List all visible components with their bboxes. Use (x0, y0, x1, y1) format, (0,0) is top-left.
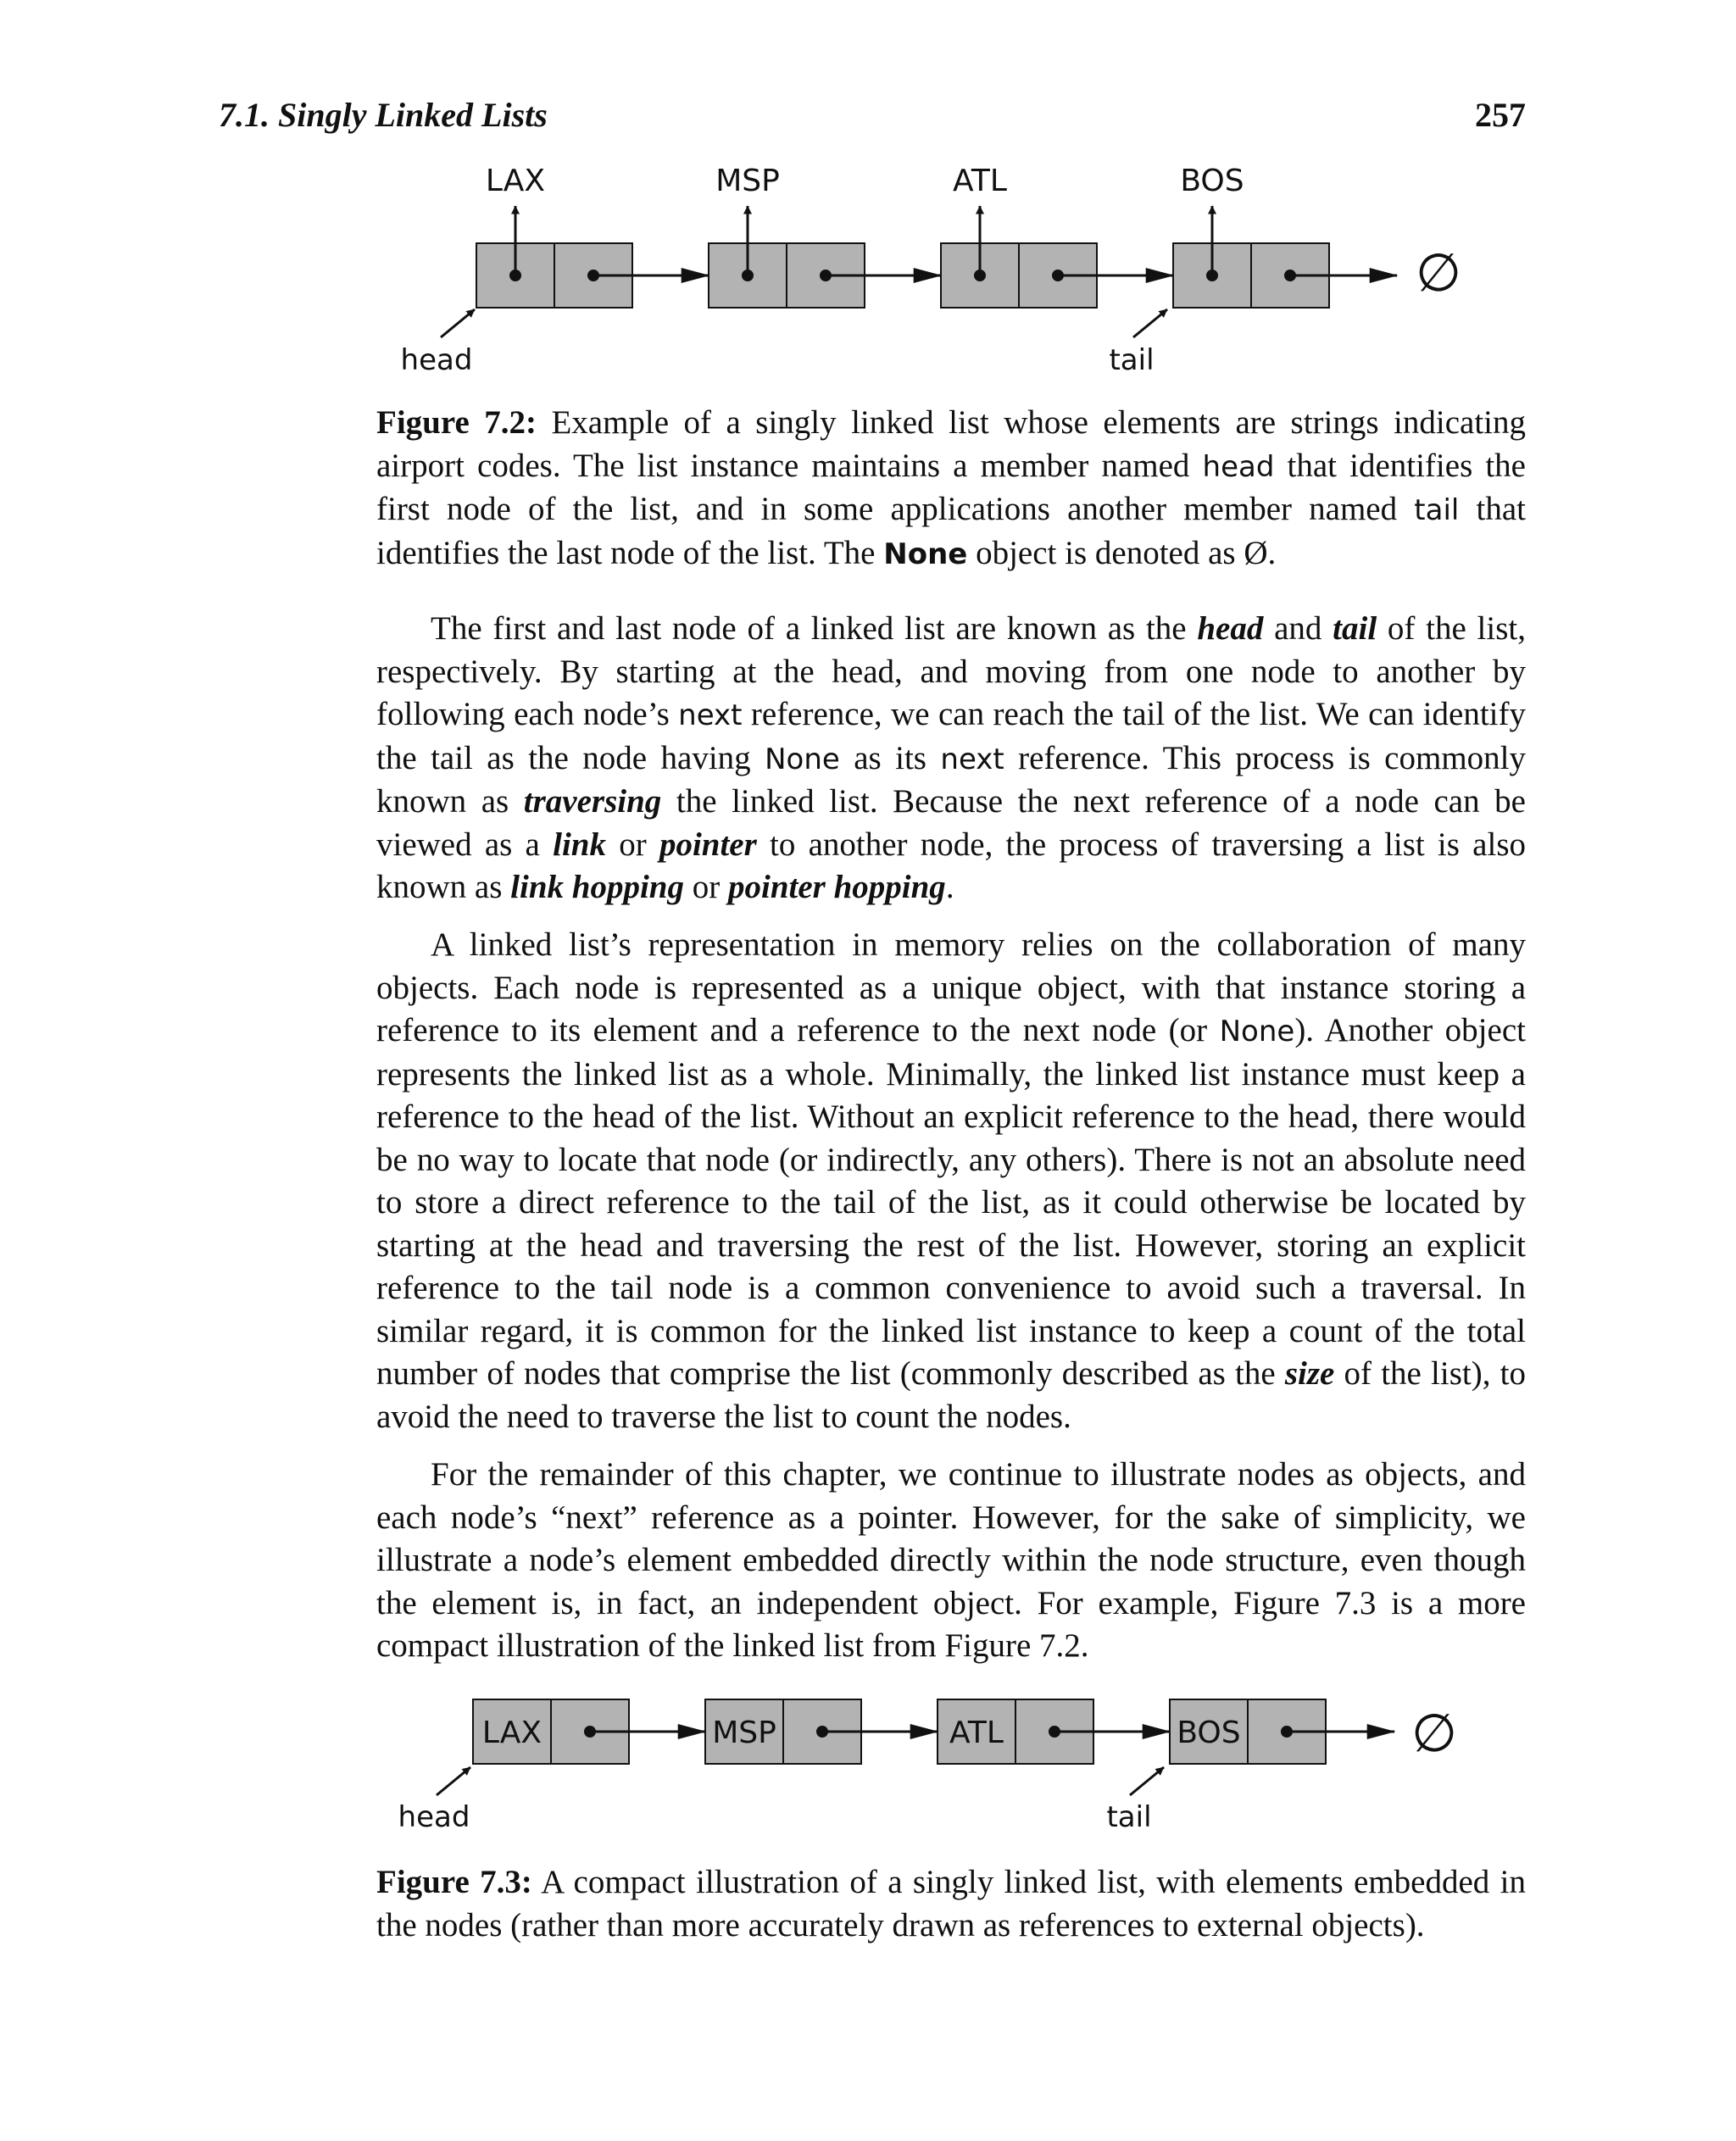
code-term: None (765, 742, 840, 776)
tail-label: tail (1109, 343, 1155, 377)
text: ). Another object represents the linked list as a whole. Minimally, the linked list instance must keep a reference to the head of the list. Without an explicit reference to the head, there would be no way to locate that node (or indirectly, any others). There is not an absolute need to store a direct reference to the tail of the list, as it could otherwise be located by starting at the head and traversing the rest of the list. However, storing an explicit reference to the tail node is a common convenience to avoid such a traversal. In similar regard, it is common for the linked list instance to keep a count of the total number of nodes that comprise the list (commonly described as the (376, 1012, 1526, 1392)
list-node (1170, 1699, 1394, 1764)
term: traversing (523, 783, 662, 820)
term: head (1197, 610, 1264, 647)
text: A linked list’s representation in memory relies on the collaboration of many objects. Each node is represented as a unique object, with that instance storing a reference to its element and a reference to the next node (or (376, 926, 1526, 1048)
page-number: 257 (1475, 96, 1526, 134)
head-label: head (400, 343, 473, 377)
list-node (709, 164, 941, 308)
term: pointer (659, 826, 757, 863)
running-head (219, 95, 1526, 146)
text: as its (839, 739, 941, 776)
none-symbol: ∅ (1410, 1702, 1458, 1764)
text: . (945, 869, 954, 905)
text: and (1263, 610, 1333, 647)
element-label: LAX (481, 1716, 542, 1750)
list-node (476, 164, 709, 308)
figure-7-2-diagram (0, 153, 1736, 381)
term: tail (1333, 610, 1377, 647)
list-node (938, 1699, 1170, 1764)
element-label: MSP (712, 1716, 776, 1750)
paragraph-remainder: For the remainder of this chapter, we continue to illustrate nodes as objects, and each node’s “next” reference as a pointer. However, for the sake of simplicity, we illustrate a node’s element embedded directly within the node structure, even though the element is, in fact, an independent object. For example, Figure 7.3 is a more compact illustration of the linked list from Figure 7.2. (376, 1456, 1526, 1664)
text: of the list), to avoid the need to traverse the list to count the nodes. (376, 1355, 1526, 1435)
term: link hopping (510, 869, 684, 905)
text: the linked list. Because the next reference of a node can be viewed as a (376, 783, 1526, 863)
code-term: next (678, 698, 743, 732)
code-term: head (1202, 449, 1275, 484)
none-symbol: ∅ (1415, 242, 1462, 303)
element-label: BOS (1177, 1716, 1241, 1750)
figure-7-3-caption (376, 1861, 1526, 1947)
caption-label: Figure 7.3: (376, 1864, 532, 1900)
tail-pointer-arrow (1133, 309, 1167, 337)
term: size (1284, 1355, 1335, 1392)
tail-label: tail (1106, 1800, 1152, 1834)
text: of the list, respectively. By starting at the head, and moving from one node to another by following each node’s (376, 610, 1526, 732)
element-label: LAX (485, 164, 546, 198)
term: pointer hopping (727, 869, 946, 905)
paragraph-head-tail (376, 608, 1526, 909)
figure-7-3-diagram (0, 1678, 1736, 1856)
caption-text: Example of a singly linked list whose elements are strings indicating airport codes. The list instance maintains a member named (376, 404, 1526, 484)
caption-text: object is denoted as Ø. (967, 534, 1277, 571)
element-label: ATL (953, 164, 1007, 198)
text: The first and last node of a linked list are known as the (431, 610, 1198, 647)
text: to another node, the process of traversing a list is also known as (376, 826, 1526, 905)
caption-text: that identifies the first node of the list, and in some applications another member named (376, 447, 1526, 527)
caption-label: Figure 7.2: (376, 404, 537, 441)
list-node (473, 1699, 705, 1764)
text: reference. This process is commonly known as (376, 739, 1527, 820)
list-node (1173, 164, 1397, 308)
section-title: 7.1. Singly Linked Lists (219, 96, 548, 134)
element-label: BOS (1180, 164, 1244, 198)
caption-text: A compact illustration of a singly linked list, with elements embedded in the nodes (rather than more accurately drawn as references to external objects). (376, 1864, 1526, 1944)
list-node (705, 1699, 938, 1764)
head-label: head (398, 1800, 470, 1834)
head-pointer-arrow (441, 309, 475, 337)
head-pointer-arrow (437, 1767, 470, 1795)
code-term: None (1219, 1015, 1295, 1048)
element-label: MSP (715, 164, 780, 198)
code-term: next (940, 742, 1004, 776)
figure-7-2-caption (376, 402, 1526, 576)
element-label: ATL (949, 1716, 1004, 1750)
code-term: None (883, 537, 968, 571)
text: or (683, 869, 728, 905)
paragraph-memory-representation (376, 924, 1526, 1438)
text: or (605, 826, 659, 863)
text: reference, we can reach the tail of the list. We can identify the tail as the node having (376, 696, 1526, 776)
code-term: tail (1414, 493, 1460, 527)
term: link (553, 826, 606, 863)
list-node (941, 164, 1173, 308)
tail-pointer-arrow (1130, 1767, 1164, 1795)
caption-text: that identifies the last node of the list. The (376, 491, 1527, 571)
